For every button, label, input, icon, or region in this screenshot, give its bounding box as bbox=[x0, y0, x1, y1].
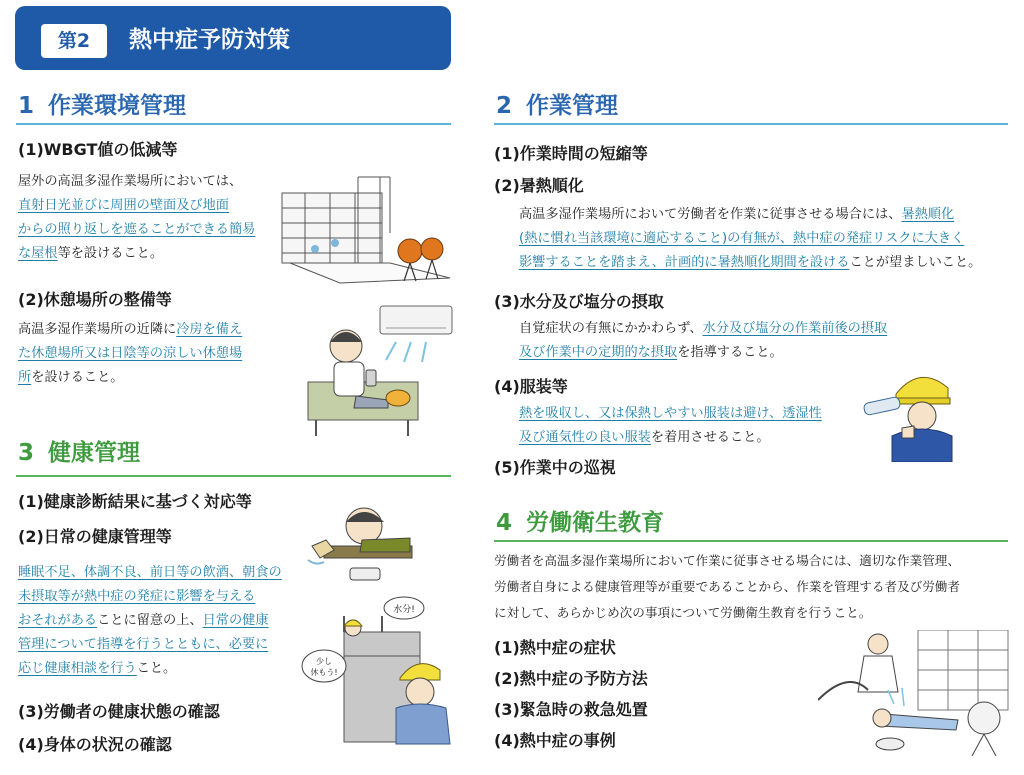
s2-sub4-title: (4)服装等 bbox=[494, 377, 568, 396]
patrol-talk-icon bbox=[300, 596, 458, 746]
resting-worker-icon bbox=[296, 300, 456, 440]
s3-sub1-title: (1)健康診断結果に基づく対応等 bbox=[18, 492, 252, 511]
s2-sub2-title: (2)暑熱順化 bbox=[494, 176, 584, 195]
drinking-worker-icon bbox=[862, 366, 954, 462]
s4-item-1: (1)熱中症の症状 bbox=[494, 638, 616, 657]
bubble-rest-2: 休もう! bbox=[310, 668, 338, 677]
s1-sub1-text: 屋外の高温多湿作業場所においては、 直射日光並びに周囲の壁面及び地面 からの照り返しを遮ることができる簡易 な屋根等を設けること。 bbox=[18, 174, 256, 261]
section-2-heading: 2 作業管理 bbox=[496, 93, 619, 119]
section-4-rule bbox=[494, 540, 1008, 542]
section-3-rule bbox=[16, 475, 451, 477]
section-1-heading: 1 作業環境管理 bbox=[18, 93, 187, 119]
chapter-banner bbox=[15, 6, 451, 70]
s2-sub3-text: 自覚症状の有無にかかわらず、水分及び塩分の作業前後の摂取 及び作業中の定期的な摂取を指導すること。 bbox=[519, 321, 888, 360]
s1-sub2-title: (2)休憩場所の整備等 bbox=[18, 290, 172, 309]
s3-sub4-title: (4)身体の状況の確認 bbox=[18, 735, 172, 754]
section-2-rule bbox=[494, 123, 1008, 125]
chapter-title: 熱中症予防対策 bbox=[129, 27, 290, 53]
section-3-heading: 3 健康管理 bbox=[18, 440, 141, 466]
s2-sub2-text: 高温多湿作業場所において労働者を作業に従事させる場合には、暑熱順化 (熱に慣れ当該環境に適応すること)の有無が、熱中症の発症リスクに大きく 影響することを踏まえ、計画的に暑熱順化期間を設けることが望ましいこと。 bbox=[519, 207, 982, 270]
sleeping-worker-icon bbox=[304, 500, 414, 586]
s1-sub1-title: (1)WBGT値の低減等 bbox=[18, 140, 178, 159]
building-shade-icon bbox=[280, 173, 455, 285]
s4-item-3: (3)緊急時の救急処置 bbox=[494, 700, 648, 719]
s4-item-4: (4)熱中症の事例 bbox=[494, 731, 616, 750]
s2-sub5-title: (5)作業中の巡視 bbox=[494, 458, 616, 477]
bubble-water: 水分! bbox=[393, 605, 415, 615]
s2-sub4-text: 熱を吸収し、又は保熱しやすい服装は避け、透湿性 及び通気性の良い服装を着用させること。 bbox=[519, 406, 822, 445]
s4-text: 労働者を高温多湿作業場所において作業に従事させる場合には、適切な作業管理、 労働者自身による健康管理等が重要であることから、作業を管理する者及び労働者 に対して、あらかじめ次の事項について労働衛生教育を行うこと。 bbox=[494, 553, 960, 620]
s4-item-2: (2)熱中症の予防方法 bbox=[494, 669, 648, 688]
bubble-rest-1: 少し bbox=[316, 657, 332, 666]
s2-sub1-title: (1)作業時間の短縮等 bbox=[494, 144, 648, 163]
s3-sub2-text: 睡眠不足、体調不良、前日等の飲酒、朝食の 未摂取等が熱中症の発症に影響を与える おそれがあることに留意の上、日常の健康 管理について指導を行うとともに、必要に 応じ健康相談を行うこと。 bbox=[18, 565, 282, 676]
section-1-rule bbox=[16, 123, 451, 125]
s1-sub2-text: 高温多湿作業場所の近隣に冷房を備え た休憩場所又は日陰等の涼しい休憩場 所を設けること。 bbox=[18, 322, 243, 385]
chapter-badge: 第2 bbox=[41, 24, 107, 58]
s3-sub2-title: (2)日常の健康管理等 bbox=[18, 527, 172, 546]
s2-sub3-title: (3)水分及び塩分の摂取 bbox=[494, 292, 664, 311]
section-4-heading: 4 労働衛生教育 bbox=[496, 510, 665, 536]
s3-sub3-title: (3)労働者の健康状態の確認 bbox=[18, 702, 220, 721]
collapsed-worker-icon bbox=[818, 630, 1010, 758]
